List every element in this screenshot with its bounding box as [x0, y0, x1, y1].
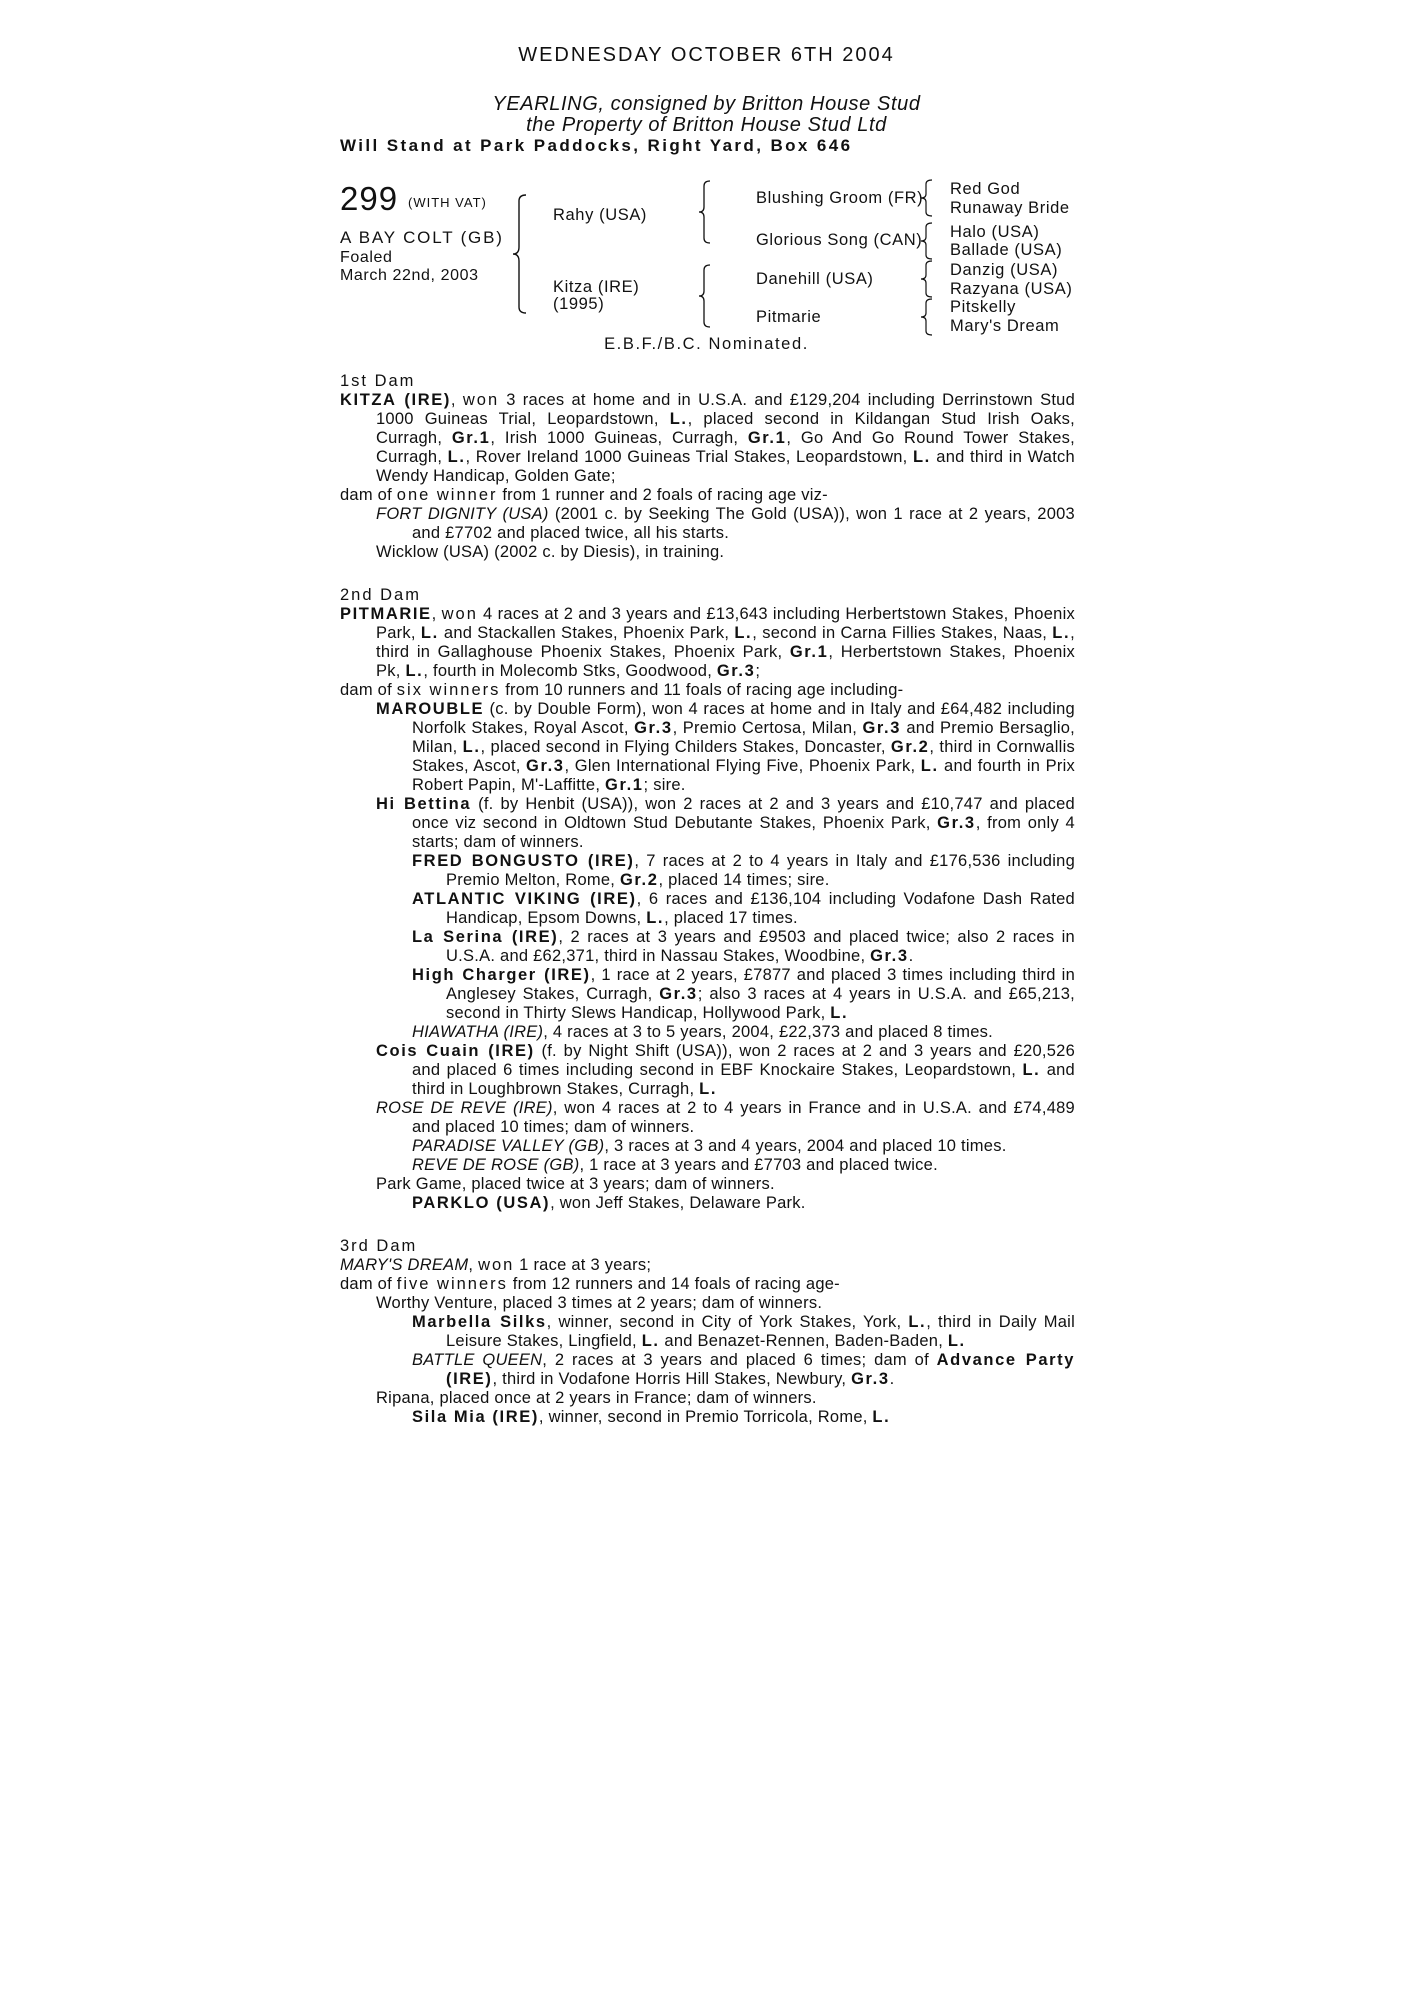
pedigree-sire-sire: Blushing Groom (FR)	[756, 189, 924, 207]
bold-text: Gr.2	[890, 738, 930, 756]
bold-text: Gr.3	[716, 662, 756, 680]
entry-text: (c. by Double Form), won 4 races at home and in Italy and £64,482 including Norfolk Stakes, Royal Ascot,	[412, 700, 1075, 737]
bold-text: L.	[920, 757, 939, 775]
bold-text: L.	[462, 738, 481, 756]
bold-text: Gr.3	[634, 719, 673, 737]
entry-text: Park Game, placed twice at 3 years; dam of winners.	[376, 1175, 775, 1193]
produce-entry	[340, 681, 1075, 700]
produce-entry	[340, 605, 1075, 681]
bold-text: Sila Mia (IRE)	[412, 1408, 539, 1426]
entry-text: , 1 race at 3 years and £7703 and placed twice.	[579, 1156, 938, 1174]
entry-text: , 3 races at 3 and 4 years, 2004 and placed 10 times.	[604, 1137, 1007, 1155]
produce-entry	[340, 1351, 1075, 1389]
dam-produce-records	[340, 372, 1075, 1427]
bold-text: Gr.3	[862, 719, 902, 737]
entry-text: .	[889, 1370, 895, 1388]
bold-text: Gr.3	[870, 947, 909, 965]
produce-entry	[340, 1313, 1075, 1351]
spaced-text: one winner	[396, 486, 498, 504]
entry-text: and third in Watch Wendy Handicap, Golden Gate;	[376, 448, 1075, 485]
produce-entry	[340, 966, 1075, 1023]
entry-text: ; sire.	[643, 776, 686, 794]
foaled-label: Foaled	[340, 249, 393, 266]
entry-text: , from only 4 starts; dam of winners.	[412, 814, 1075, 851]
produce-entry	[340, 1408, 1075, 1427]
italic-text: HIAWATHA (IRE)	[412, 1023, 544, 1041]
consignment-line-1: YEARLING, consigned by Britton House Stud	[492, 93, 921, 115]
entry-text: , 6 races and £136,104 including Vodafone Dash Rated Handicap, Epsom Downs,	[446, 890, 1075, 927]
entry-text: (f. by Henbit (USA)), won 2 races at 2 and 3 years and £10,747 and placed once viz second in Oldtown Stud Debutante Stakes, Phoenix Park,	[412, 795, 1075, 832]
vat-note: (WITH VAT)	[408, 195, 487, 210]
pedigree-dam-year: (1995)	[553, 295, 605, 313]
entry-text: , 4 races at 3 to 5 years, 2004, £22,373 and placed 8 times.	[543, 1023, 994, 1041]
bold-text: Gr.1	[451, 429, 491, 447]
entry-text: and Benazet-Rennen, Baden-Baden,	[659, 1332, 948, 1350]
bold-text: L.	[1052, 624, 1071, 642]
produce-entry	[340, 1275, 1075, 1294]
entry-text: , placed 14 times; sire.	[658, 871, 830, 889]
spaced-text: won	[478, 1256, 515, 1274]
pedigree-brace-g3	[920, 260, 934, 298]
produce-entry	[340, 505, 1075, 543]
bold-text: Cois Cuain (IRE)	[376, 1042, 535, 1060]
pedigree-dam	[553, 279, 639, 313]
entry-text: ,	[431, 605, 442, 623]
produce-entry	[340, 391, 1075, 486]
spaced-text: five winners	[396, 1275, 508, 1293]
entry-text: ;	[755, 662, 761, 680]
pedigree-dam-sire: Danehill (USA)	[756, 270, 874, 288]
bold-text: KITZA (IRE)	[340, 391, 451, 409]
entry-text: from 12 runners and 14 foals of racing age-	[507, 1275, 840, 1293]
entry-text: , third in Daily Mail Leisure Stakes, Lingfield,	[446, 1313, 1075, 1350]
entry-text: 3 races at home and in U.S.A. and £129,204 including Derrinstown Stud 1000 Guineas Trial, Leopardstown,	[376, 391, 1076, 428]
entry-text: , Herbertstown Stakes, Phoenix Pk,	[376, 643, 1075, 680]
produce-entry	[340, 1156, 1075, 1175]
entry-text: from 10 runners and 11 foals of racing age including-	[500, 681, 904, 699]
pedigree-dam-dam: Pitmarie	[756, 308, 822, 326]
produce-entry	[340, 1175, 1075, 1194]
bold-text: Gr.1	[747, 429, 787, 447]
entry-text: 1 race at 3 years;	[514, 1256, 652, 1274]
pedigree-ggen-2: Runaway Bride	[950, 199, 1070, 217]
entry-text: and Premio Bersaglio, Milan,	[412, 719, 1075, 756]
bold-text: Gr.3	[526, 757, 565, 775]
entry-text: , 7 races at 2 to 4 years in Italy and £176,536 including Premio Melton, Rome,	[446, 852, 1075, 889]
italic-text: ROSE DE REVE (IRE)	[376, 1099, 553, 1117]
produce-entry	[340, 1256, 1075, 1275]
bold-text: L.	[420, 624, 439, 642]
bold-text: L.	[447, 448, 466, 466]
bold-text: L.	[405, 662, 424, 680]
pedigree-ggen-3: Halo (USA)	[950, 223, 1040, 241]
bold-text: L.	[830, 1004, 849, 1022]
entry-text: , Rover Ireland 1000 Guineas Trial Stakes, Leopardstown,	[465, 448, 913, 466]
bold-text: Gr.1	[789, 643, 829, 661]
pedigree-brace-g4	[920, 298, 934, 336]
dam-heading: 3rd Dam	[340, 1237, 418, 1255]
bold-text: Marbella Silks	[412, 1313, 547, 1331]
italic-text: PARADISE VALLEY (GB)	[412, 1137, 605, 1155]
pedigree-ggen-8: Mary's Dream	[950, 317, 1060, 335]
stand-location: Will Stand at Park Paddocks, Right Yard, Box 646	[340, 136, 853, 155]
bold-text: Gr.3	[937, 814, 976, 832]
entry-text: and Stackallen Stakes, Phoenix Park,	[438, 624, 735, 642]
bold-text: PITMARIE	[340, 605, 432, 623]
entry-text: Wicklow (USA) (2002 c. by Diesis), in training.	[376, 543, 725, 561]
bold-text: L.	[669, 410, 688, 428]
entry-text: 4 races at 2 and 3 years and £13,643 including Herbertstown Stakes, Phoenix Park,	[376, 605, 1075, 642]
foaled-date: March 22nd, 2003	[340, 267, 479, 284]
bold-text: L.	[699, 1080, 718, 1098]
entry-text: , placed second in Kildangan Stud Irish Oaks, Curragh,	[376, 410, 1075, 447]
produce-entry	[340, 1389, 1075, 1408]
bold-text: L.	[908, 1313, 927, 1331]
entry-text: (2001 c. by Seeking The Gold (USA)), won 1 race at 2 years, 2003 and £7702 and placed twice, all his starts.	[412, 505, 1075, 542]
entry-text: (f. by Night Shift (USA)), won 2 races at 2 and 3 years and £20,526 and placed 6 times including second in EBF Knockaire Stakes, Leopardstown,	[412, 1042, 1075, 1079]
pedigree-ggen-7: Pitskelly	[950, 298, 1016, 316]
pedigree-dam-name: Kitza (IRE)	[553, 278, 640, 296]
produce-entry	[340, 486, 1075, 505]
second-dam-section	[340, 586, 1075, 1213]
produce-entry	[340, 1042, 1075, 1099]
entry-text: , third in Vodafone Horris Hill Stakes, Newbury,	[492, 1370, 852, 1388]
pedigree-sire: Rahy (USA)	[553, 206, 648, 224]
bold-text: PARKLO (USA)	[412, 1194, 551, 1212]
entry-text: , won 4 races at 2 to 4 years in France and in U.S.A. and £74,489 and placed 10 times; dam of winners.	[412, 1099, 1075, 1136]
foaled-info	[340, 249, 479, 285]
bold-text: Hi Bettina	[376, 795, 472, 813]
entry-text: , winner, second in City of York Stakes, York,	[546, 1313, 909, 1331]
entry-text: , Premio Certosa, Milan,	[672, 719, 863, 737]
bold-text: L.	[734, 624, 753, 642]
consignment-line-2: the Property of Britton House Stud Ltd	[526, 114, 887, 136]
produce-entry	[340, 852, 1075, 890]
pedigree-ggen-6: Razyana (USA)	[950, 280, 1073, 298]
pedigree-ggen-1: Red God	[950, 180, 1021, 198]
bold-text: L.	[872, 1408, 891, 1426]
italic-text: BATTLE QUEEN	[412, 1351, 543, 1369]
bold-text: MAROUBLE	[376, 700, 485, 718]
first-dam-section	[340, 372, 1075, 562]
bold-text: Advance Party (IRE)	[446, 1351, 1075, 1388]
entry-text: , Glen International Flying Five, Phoenix Park,	[564, 757, 921, 775]
bold-text: Gr.2	[619, 871, 659, 889]
produce-entry	[340, 1137, 1075, 1156]
entry-text: dam of	[340, 681, 397, 699]
bold-text: Gr.3	[659, 985, 698, 1003]
entry-text: , Irish 1000 Guineas, Curragh,	[490, 429, 748, 447]
bold-text: Gr.1	[605, 776, 644, 794]
bold-text: ATLANTIC VIKING (IRE)	[412, 890, 637, 908]
bold-text: L.	[947, 1332, 966, 1350]
consignment-block	[0, 94, 1413, 136]
produce-entry	[340, 1294, 1075, 1313]
pedigree-brace-dam	[698, 264, 712, 328]
entry-text: Worthy Venture, placed 3 times at 2 years; dam of winners.	[376, 1294, 823, 1312]
entry-text: dam of	[340, 486, 397, 504]
bold-text: L.	[641, 1332, 660, 1350]
pedigree-ggen-4: Ballade (USA)	[950, 241, 1063, 259]
bold-text: FRED BONGUSTO (IRE)	[412, 852, 635, 870]
lot-description: A BAY COLT (GB)	[340, 228, 504, 247]
third-dam-section	[340, 1237, 1075, 1427]
bold-text: High Charger (IRE)	[412, 966, 591, 984]
entry-text: , second in Carna Fillies Stakes, Naas,	[752, 624, 1053, 642]
italic-text: MARY'S DREAM	[340, 1256, 469, 1274]
entry-text: Ripana, placed once at 2 years in France; dam of winners.	[376, 1389, 817, 1407]
entry-text: , placed second in Flying Childers Stakes, Doncaster,	[480, 738, 891, 756]
spaced-text: won	[462, 391, 500, 409]
entry-text: .	[908, 947, 914, 965]
entry-text: , third in Gallaghouse Phoenix Stakes, Phoenix Park,	[376, 624, 1075, 661]
bold-text: L.	[912, 448, 931, 466]
sale-date: WEDNESDAY OCTOBER 6TH 2004	[518, 44, 895, 66]
entry-text: , Go And Go Round Tower Stakes, Curragh,	[376, 429, 1075, 466]
entry-text: ; also 3 races at 4 years in U.S.A. and £65,213, second in Thirty Slews Handicap, Hollywood Park,	[446, 985, 1075, 1022]
produce-entry	[340, 795, 1075, 852]
bold-text: Gr.3	[851, 1370, 890, 1388]
entry-text: from 1 runner and 2 foals of racing age viz-	[497, 486, 828, 504]
entry-text: and third in Loughbrown Stakes, Curragh,	[412, 1061, 1075, 1098]
entry-text: dam of	[340, 1275, 397, 1293]
nomination-note: E.B.F./B.C. Nominated.	[604, 335, 809, 353]
produce-entry	[340, 543, 1075, 562]
entry-text: , 2 races at 3 years and placed 6 times; dam of	[542, 1351, 937, 1369]
pedigree-sire-dam: Glorious Song (CAN)	[756, 231, 923, 249]
entry-text: ,	[468, 1256, 479, 1274]
pedigree-brace-sire	[698, 180, 712, 244]
dam-heading: 1st Dam	[340, 372, 416, 390]
produce-entry	[340, 890, 1075, 928]
entry-text: , winner, second in Premio Torricola, Rome,	[538, 1408, 873, 1426]
produce-entry	[340, 1194, 1075, 1213]
pedigree-brace-main	[511, 194, 529, 314]
bold-text: L.	[1022, 1061, 1041, 1079]
produce-entry	[340, 928, 1075, 966]
spaced-text: six winners	[396, 681, 501, 699]
lot-number: 299	[340, 180, 399, 217]
bold-text: L.	[646, 909, 665, 927]
bold-text: La Serina (IRE)	[412, 928, 559, 946]
italic-text: FORT DIGNITY (USA)	[376, 505, 549, 523]
entry-text: , won Jeff Stakes, Delaware Park.	[550, 1194, 806, 1212]
produce-entry	[340, 1023, 1075, 1042]
pedigree-ggen-5: Danzig (USA)	[950, 261, 1059, 279]
entry-text: , 2 races at 3 years and £9503 and placed twice; also 2 races in U.S.A. and £62,371, third in Nassau Stakes, Woodbine,	[446, 928, 1075, 965]
italic-text: REVE DE ROSE (GB)	[412, 1156, 580, 1174]
entry-text: , placed 17 times.	[664, 909, 798, 927]
entry-text: and fourth in Prix Robert Papin, M'-Laffitte,	[412, 757, 1075, 794]
entry-text: ,	[450, 391, 463, 409]
spaced-text: won	[441, 605, 478, 623]
entry-text: , 1 race at 2 years, £7877 and placed 3 times including third in Anglesey Stakes, Curragh,	[446, 966, 1076, 1003]
entry-text: , third in Cornwallis Stakes, Ascot,	[412, 738, 1075, 775]
produce-entry	[340, 700, 1075, 795]
dam-heading: 2nd Dam	[340, 586, 421, 604]
produce-entry	[340, 1099, 1075, 1137]
entry-text: , fourth in Molecomb Stks, Goodwood,	[423, 662, 717, 680]
